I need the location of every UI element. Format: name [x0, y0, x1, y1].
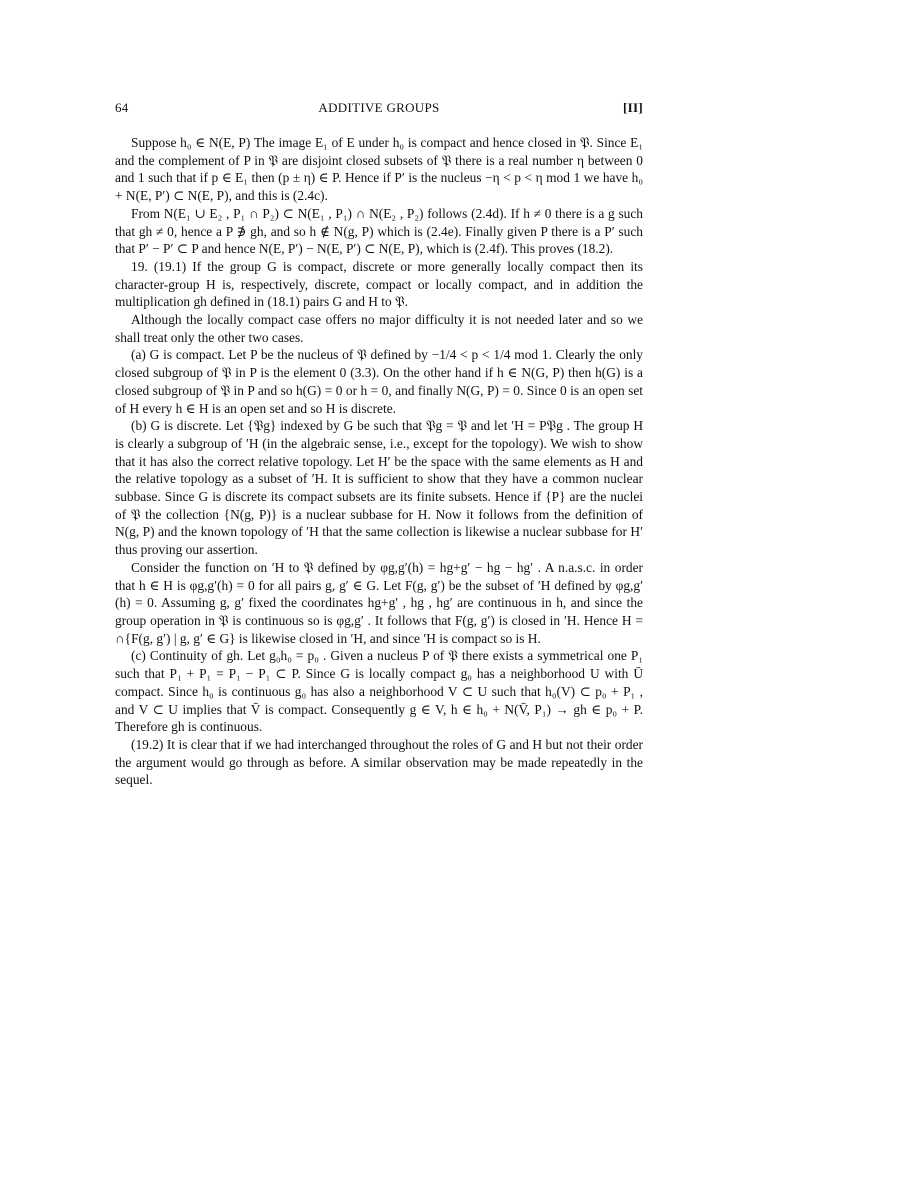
paragraph-proof-2-4c: Suppose h₀ ∈ N(E, P) The image E₁ of E under h₀ is compact and hence closed in 𝔓. Since E₁ and the complement of P in 𝔓 are disjoint closed subsets of 𝔓 there is a real number η between 0 and 1 such that if p ∈ E₁ then (p ± η) ∈ P. Hence if P′ is the nucleus −η < p < η mod 1 we have h₀ + N(E, P′) ⊂ N(E, P), and this is (2.4c).	[115, 135, 643, 204]
paragraph-proof-2-4d-f: From N(E₁ ∪ E₂ , P₁ ∩ P₂) ⊂ N(E₁ , P₁) ∩ N(E₂ , P₂) follows (2.4d). If h ≠ 0 there is a g such that gh ≠ 0, hence a P ∌ gh, and so h ∉ N(g, P) which is (2.4e). Finally given P there is a P′ such that P′ − P′ ⊂ P and hence N(E, P′) − N(E, P′) ⊂ N(E, P), which is (2.4f). This proves (18.2).	[115, 205, 643, 257]
chapter-label: [II]	[623, 100, 643, 115]
paragraph-case-b: (b) G is discrete. Let {𝔓g} indexed by G be such that 𝔓g = 𝔓 and let ′H = P𝔓g . The group H is clearly a subgroup of ′H (in the algebraic sense, i.e., except for the topology). We wish to show that it has also the correct relative topology. Let H′ be the space with the same elements as H and the relative topology as a subset of ′H. It is sufficient to show that they have a common nuclear subbase. Since G is discrete its compact subsets are its finite subsets. Hence if {P} are the nuclei of 𝔓 the collection {N(g, P)} is a nuclear subbase for H. Now it follows from the definition of N(g, P) and the known topology of ′H that the same collection is likewise a nuclear subbase for H′ thus proving our assertion.	[115, 418, 643, 558]
running-header	[115, 100, 643, 120]
running-title: ADDITIVE GROUPS	[318, 100, 440, 115]
paragraph-case-b-continued: Consider the function on ′H to 𝔓 defined by φg,g′(h) = hg+g′ − hg − hg′ . A n.a.s.c. in order that h ∈ H is φg,g′(h) = 0 for all pairs g, g′ ∈ G. Let F(g, g′) be the subset of ′H defined by φg,g′(h) = 0. Assuming g, g′ fixed the coordinates hg+g′ , hg , hg′ are continuous in h, and since the group operation in 𝔓 is continuous so is φg,g′ . It follows that F(g, g′) is closed in ′H. Hence H = ∩{F(g, g′) | g, g′ ∈ G} is likewise closed in ′H, and since ′H is compact so is H.	[115, 559, 643, 646]
paragraph-cases-intro: Although the locally compact case offers no major difficulty it is not needed later and so we shall treat only the other two cases.	[115, 312, 643, 345]
theorem-19-1: 19. (19.1) If the group G is compact, discrete or more generally locally compact then its character-group H is, respectively, discrete, compact or locally compact, and in addition the multiplication gh defined in (18.1) pairs G and H to 𝔓.	[115, 258, 643, 310]
paragraph-case-c: (c) Continuity of gh. Let g₀h₀ = p₀ . Given a nucleus P of 𝔓 there exists a symmetrical one P₁ such that P₁ + P₁ = P₁ − P₁ ⊂ P. Since G is locally compact g₀ has a neighborhood U with Ū compact. Since h₀ is continuous g₀ has also a neighborhood V ⊂ U such that h₀(V) ⊂ p₀ + P₁ , and V ⊂ U implies that V̄ is compact. Consequently g ∈ V, h ∈ h₀ + N(V̄, P₁) → gh ∈ p₀ + P. Therefore gh is continuous.	[115, 648, 643, 735]
paragraph-remark-19-2: (19.2) It is clear that if we had interchanged throughout the roles of G and H but not their order the argument would go through as before. A similar observation may be made repeatedly in the sequel.	[115, 736, 643, 788]
paragraph-case-a: (a) G is compact. Let P be the nucleus of 𝔓 defined by −1/4 < p < 1/4 mod 1. Clearly the only closed subgroup of 𝔓 in P is the element 0 (3.3). On the other hand if h ∈ N(G, P) then h(G) is a closed subgroup of 𝔓 in P and so h(G) = 0 or h = 0, and finally N(G, P) = 0. Since 0 is an open set of H every h ∈ H is an open set and so H is discrete.	[115, 347, 643, 416]
page-number: 64	[115, 100, 129, 115]
page-body	[115, 134, 643, 789]
